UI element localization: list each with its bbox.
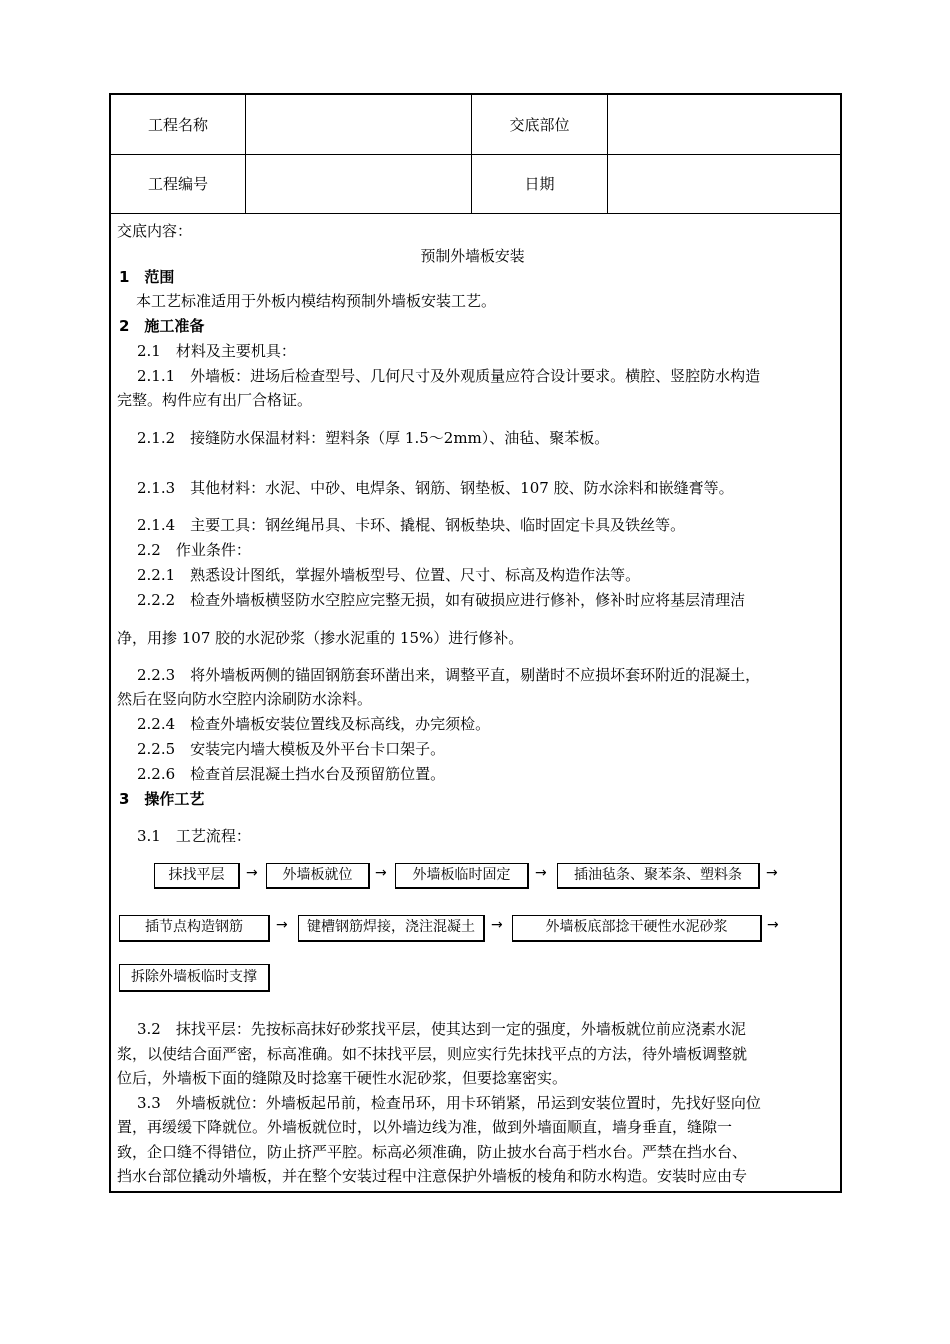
section-3-2-line3: 位后，外墙板下面的缝隙及时捻塞干硬性水泥砂浆，但要捻塞密实。	[117, 1069, 568, 1087]
project-no-label: 工程编号	[147, 175, 208, 193]
section-3-3-line1: 3.3 外墙板就位：外墙板起吊前，检查吊环，用卡环销紧，吊运到安装位置时，先找好竖向位	[137, 1094, 761, 1112]
section-2-2-2-line2: 净，用掺 107 胶的水泥砂浆（掺水泥重的 15%）进行修补。	[117, 629, 524, 647]
flow-arrow: →	[766, 865, 778, 881]
flow-step-box: 外墙板底部捻干硬性水泥砂浆	[512, 915, 762, 942]
flow-step-box: 插节点构造钢筋	[119, 915, 270, 942]
flow-step-box: 拆除外墙板临时支撑	[119, 964, 270, 992]
section-2-1-1-line2: 完整。构件应有出厂合格证。	[117, 391, 313, 409]
section-2-2-4: 2.2.4 检查外墙板安装位置线及标高线，办完须检。	[137, 715, 491, 733]
header-bottom-divider	[111, 213, 840, 214]
section-2-2-3-line1: 2.2.3 将外墙板两侧的锚固钢筋套环凿出来，调整平直，剔凿时不应损坏套环附近的混凝土，	[137, 666, 761, 684]
section-3-2-line2: 浆，以使结合面严密，标高准确。如不抹找平层，则应实行先抹找平点的方法，待外墙板调整就	[117, 1045, 748, 1063]
flow-arrow: →	[375, 865, 387, 881]
flow-arrow: →	[491, 917, 503, 933]
section-3-3-line2: 置，再缓缓下降就位。外墙板就位时，以外墙边线为准，做到外墙面顺直，墙身垂直，缝隙一	[117, 1118, 733, 1136]
content-label: 交底内容：	[117, 222, 193, 240]
section-3-2-line1: 3.2 抹找平层：先按标高抹好砂浆找平层，使其达到一定的强度，外墙板就位前应浇素水泥	[137, 1020, 746, 1038]
date-label: 日期	[524, 175, 555, 193]
section-2-1-4: 2.1.4 主要工具：钢丝绳吊具、卡环、撬棍、钢板垫块、临时固定卡具及铁丝等。	[137, 516, 686, 534]
section-3-3-line3: 致，企口缝不得错位，防止挤严平腔。标高必须准确，防止披水台高于档水台。严禁在挡水台、	[117, 1143, 748, 1161]
section-1-heading: 1 范围	[119, 268, 175, 286]
section-1-text: 本工艺标准适用于外板内模结构预制外墙板安装工艺。	[136, 292, 497, 310]
header-col-divider	[245, 95, 246, 213]
flow-arrow: →	[246, 865, 258, 881]
section-2-2: 2.2 作业条件：	[137, 541, 251, 559]
document-title: 预制外墙板安装	[420, 247, 525, 265]
section-2-1-2: 2.1.2 接缝防水保温材料：塑料条（厚 1.5～2mm）、油毡、聚苯板。	[137, 429, 610, 447]
flow-arrow: →	[767, 917, 779, 933]
section-3-heading: 3 操作工艺	[119, 790, 205, 808]
section-2-1-3: 2.1.3 其他材料：水泥、中砂、电焊条、钢筋、钢垫板、107 胶、防水涂料和嵌缝膏等。	[137, 479, 734, 497]
project-name-label: 工程名称	[147, 116, 208, 134]
header-col-divider	[471, 95, 472, 213]
section-3-1: 3.1 工艺流程：	[137, 827, 251, 845]
section-2-2-5: 2.2.5 安装完内墙大模板及外平台卡口架子。	[137, 740, 446, 758]
header-col-divider	[607, 95, 608, 213]
location-label: 交底部位	[509, 116, 570, 134]
section-2-heading: 2 施工准备	[119, 317, 205, 335]
section-2-1: 2.1 材料及主要机具：	[137, 342, 296, 360]
flow-step-box: 外墙板临时固定	[395, 863, 529, 889]
section-2-2-2-line1: 2.2.2 检查外墙板横竖防水空腔应完整无损，如有破损应进行修补，修补时应将基层清理洁	[137, 591, 746, 609]
section-2-2-3-line2: 然后在竖向防水空腔内涂刷防水涂料。	[117, 690, 373, 708]
section-3-3-line4: 挡水台部位撬动外墙板，并在整个安装过程中注意保护外墙板的棱角和防水构造。安装时应由专	[117, 1167, 748, 1185]
flow-step-box: 键槽钢筋焊接，浇注混凝土	[298, 915, 485, 942]
flow-step-box: 抹找平层	[154, 863, 240, 889]
flow-arrow: →	[276, 917, 288, 933]
section-2-1-1-line1: 2.1.1 外墙板：进场后检查型号、几何尺寸及外观质量应符合设计要求。横腔、竖腔防水构造	[137, 367, 761, 385]
flow-arrow: →	[535, 865, 547, 881]
flow-step-box: 插油毡条、聚苯条、塑料条	[557, 863, 760, 889]
flow-step-box: 外墙板就位	[266, 863, 370, 889]
header-row-divider	[111, 154, 840, 155]
section-2-2-6: 2.2.6 检查首层混凝土挡水台及预留筋位置。	[137, 765, 446, 783]
section-2-2-1: 2.2.1 熟悉设计图纸，掌握外墙板型号、位置、尺寸、标高及构造作法等。	[137, 566, 641, 584]
disclosure-form	[109, 93, 842, 1193]
